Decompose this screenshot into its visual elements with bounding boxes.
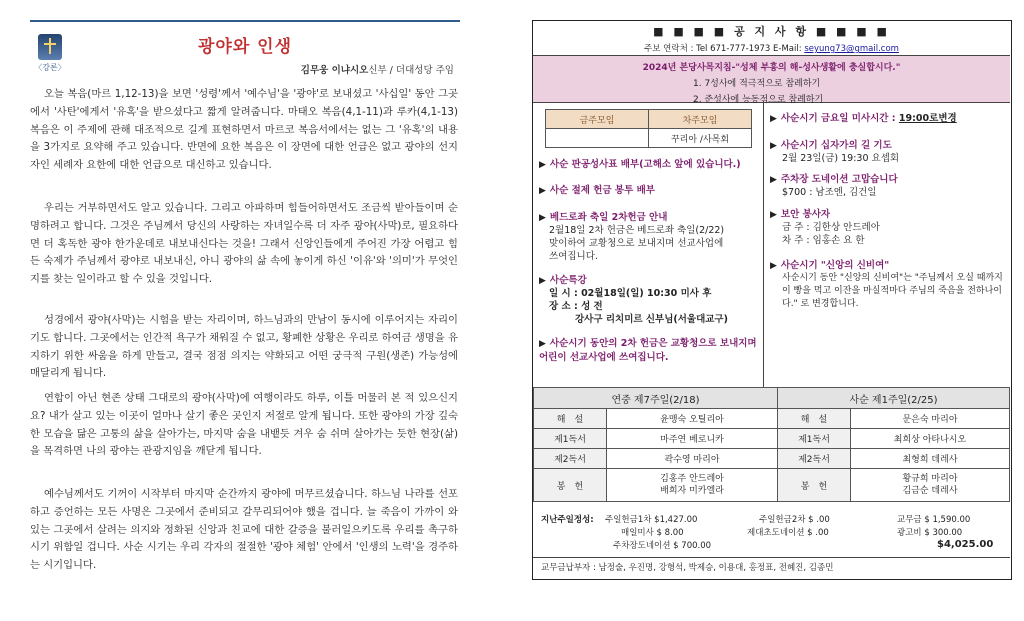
pastoral-motto [533, 55, 1010, 103]
offering-item: 매일미사 $ 8.00 [621, 528, 684, 538]
duty-cell: 황규희 마리아 김금순 데레사 [851, 469, 1010, 502]
notice-title: 주차장 도네이션 고맙습니다 [780, 174, 898, 185]
duty-label: 제1독서 [778, 429, 851, 449]
offering-item: 교무금 $ 1,590.00 [897, 515, 971, 525]
duty-label: 봉 헌 [778, 469, 851, 502]
notice-line: 2월 23일(금) 19:30 요셉회 [782, 153, 900, 164]
email-link[interactable]: seyung73@gmail.com [804, 44, 899, 54]
offering-total: $4,025.00 [937, 539, 994, 550]
sermon-title: 광야와 인생 [197, 37, 293, 57]
duty-header-right: 사순 제1주일(2/25) [778, 388, 1010, 409]
offering-item: 주일헌금1차 $1,427.00 [605, 515, 698, 525]
offering-item: 광고비 $ 300.00 [897, 528, 963, 538]
notice-title: ■ ■ ■ ■ 공 지 사 항 ■ ■ ■ ■ [653, 25, 890, 38]
contact-text: 주보 연락처 : Tel 671-777-1973 E-Mail: [644, 44, 805, 54]
notice-line: $700 : 남조엔, 김건일 [782, 187, 877, 198]
notice-line: 차 주 : 임홍손 요 한 [782, 235, 865, 246]
bullet-icon: ▶ [539, 213, 546, 223]
notice-title: 베드로좌 축일 2차헌금 안내 [549, 212, 668, 223]
notice-highlight: 19:00로변경 [898, 113, 957, 124]
meeting-cell [546, 129, 649, 148]
offering-item: 제대초도네이션 $ .00 [747, 528, 829, 538]
notice-line: 장 소 : 성 전 [549, 301, 603, 312]
notice-item [770, 139, 1006, 153]
duty-label: 봉 헌 [534, 469, 607, 502]
duty-header-left: 연중 제7주일(2/18) [534, 388, 778, 409]
notice-line: 쓰여집니다. [549, 251, 598, 262]
notice-detail [549, 287, 761, 326]
duty-label: 제2독서 [534, 449, 607, 469]
notice-item [539, 337, 761, 364]
motto-title: 2024년 본당사목지침-"성체 부흥의 해-성사생활에 충실합시다." [642, 63, 901, 73]
duty-label: 제1독서 [534, 429, 607, 449]
duty-cell: 최형희 데레사 [851, 449, 1010, 469]
notice-header [533, 21, 1010, 55]
bullet-icon: ▶ [770, 114, 777, 124]
notice-line: 일 시 : 02월18일(일) 10:30 미사 후 [549, 288, 712, 299]
notice-line: 맞이하여 교황청으로 보내지며 선교사업에 [549, 238, 724, 249]
emblem-caption: 〈강론〉 [34, 63, 66, 72]
notice-item [539, 184, 759, 198]
notice-line: 2월18일 2차 헌금은 베드로좌 축일(2/22) [549, 225, 725, 236]
author-line [301, 62, 454, 76]
meeting-cell: 꾸리아 /사목회 [649, 129, 752, 148]
notice-item [539, 274, 759, 288]
paragraph-2: 우리는 거부하면서도 알고 있습니다. 그리고 아파하며 힘들어하면서도 조금씩 받아들이며 순명하려고 합니다. 그것은 주님께서 당신의 사랑하는 자녀일수록 더 자주 광야(사막)로, 필요하다면 더 혹독한 광야 한가운데로 내보내신다는 것을! 그래서 신앙인들에게 주어진 가장 어렵고 힘든 숙제가 주님께서 광야로 내보내신, 아니 광야의 삶 속에 놓이게 하신 '이유'와 '의미'가 무엇인지를 찾는 일이라고 할 수 있을 것입니다. [30, 202, 458, 286]
bullet-icon: ▶ [539, 339, 546, 349]
duty-cell: 곽수영 마리아 [607, 449, 778, 469]
notice-item [539, 211, 759, 225]
motto-item: 2. 준성사에 능동적으로 참례하기 [693, 95, 824, 105]
duty-label: 해 설 [534, 409, 607, 429]
notice-title: 보안 봉사자 [780, 209, 831, 220]
notices-left-column [533, 101, 764, 387]
notice-title: 사순시기 십자가의 길 기도 [780, 140, 892, 151]
notice-item [770, 259, 1006, 273]
offering-item: 주차장도네이션 $ 700.00 [613, 541, 712, 551]
bullet-icon: ▶ [770, 261, 777, 271]
paragraph-4: 연합이 아닌 현존 상태 그대로의 광야(사막)에 여행이라도 하루, 이틀 머물러 본 적 있으신지요? 내가 살고 있는 이곳이 얼마나 살기 좋은 곳인지 저절로 알게 됩니다. 또한 광야의 가장 깊숙한 모습을 닮은 고통의 삶을 살아가는, 마지막 숨을 내뱉듯 겨우 숨 쉬며 살아가는 듯한 현장(삶)을 목격하면 나의 광야는 관광지임을 깨닫게 됩니다. [30, 392, 458, 458]
paragraph-3: 성경에서 광야(사막)는 시험을 받는 자리이며, 하느님과의 만남이 동시에 이루어지는 자리이기도 합니다. 그곳에서는 인간적 욕구가 채워질 수 없고, 황폐한 상황은 우리로 하여금 생명을 유지하기 위한 싸움을 하게 만들고, 결국 점점 의지는 약화되고 어떤 궁극적 구원(생존) 가능성에 매달리게 됩니다. [30, 314, 458, 380]
notice-detail [549, 224, 761, 263]
duty-label: 제2독서 [778, 449, 851, 469]
offering-label: 지난주일정성: [541, 515, 594, 525]
bullet-icon: ▶ [539, 160, 546, 170]
duty-cell: 문은숙 마리아 [851, 409, 1010, 429]
bullet-icon: ▶ [539, 276, 546, 286]
bullet-icon: ▶ [770, 175, 777, 185]
sermon-page [30, 20, 460, 600]
duty-label: 해 설 [778, 409, 851, 429]
notice-title: 사순시기 금요일 미사시간 : [780, 113, 899, 124]
notice-line: 강사구 리치미르 신부님(서울대교구) [575, 314, 728, 325]
contact-line [533, 42, 1010, 54]
bullet-icon: ▶ [770, 141, 777, 151]
top-rule [30, 20, 460, 22]
notice-item [770, 208, 1006, 222]
author-name: 김무웅 이냐시오 [300, 65, 369, 76]
notice-item [770, 112, 1006, 126]
notice-line: 사순시기 동안 "신앙의 신비여"는 "주님께서 오실 때까지 이 빵을 먹고 이잔을 마실적마다 주님의 죽음을 전하나이다." 로 변경합니다. [782, 273, 1003, 309]
notice-title: 사순 절제 헌금 봉투 배부 [549, 185, 655, 196]
bullet-icon: ▶ [770, 210, 777, 220]
duty-cell: 최희상 아타나시오 [851, 429, 1010, 449]
notice-detail [782, 221, 880, 247]
motto-item: 1. 7성사에 적극적으로 참례하기 [693, 79, 821, 89]
duty-cell: 마주연 베로니카 [607, 429, 778, 449]
notice-title: 사순시기 동안의 2차 헌금은 교황청으로 보내지며 어린이 선교사업에 쓰여집니다. [539, 338, 757, 363]
paragraph-5: 예수님께서도 기꺼이 시작부터 마지막 순간까지 광야에 머무르셨습니다. 하느님 나라를 선포하고 증언하는 모든 사명은 그곳에서 준비되고 갈무리되어야 했을 겁니다. 늘 죽음이 가까이 와 있는 그곳에서 살려는 의지와 정화된 신앙과 친교에 대한 갈증을 불러일으키도록 우리를 촉구하시기 위함일 겁니다. 사순 시기는 우리 각자의 절절한 '광야 체험' 안에서 '인생의 노력'을 경주하는 시기입니다. [30, 488, 458, 572]
notice-item [539, 158, 759, 172]
donor-list: 교무금납부자 : 남정술, 우진명, 강형석, 박제승, 이용대, 홍정표, 전혜진, 김종민 [533, 557, 1010, 573]
notice-title: 사순 판공성사표 배부(고해소 앞에 있습니다.) [549, 159, 741, 170]
notice-title: 사순시기 "신앙의 신비여" [780, 260, 890, 271]
duty-cell: 윤맹숙 오틸리아 [607, 409, 778, 429]
paragraph-1: 오늘 복음(마르 1,12-13)을 보면 '성령'께서 '예수님'을 '광야'로 보내셨고 '사십일' 동안 그곳에서 '사탄'에게서 '유혹'을 받으셨다고 짧게 알려줍니다. 마태오 복음(4,1-11)과 루카(4,1-13) 복음은 이 주제에 관해 대조적으로 길게 표현하면서 마르코 복음서에서는 없는 그 '유혹'의 내용을 3가지로 요약해 주고 있습니다. 반면에 요한 복음은 이 장면에 대한 언급은 없고 광야의 선지자인 세례자 요한에 대한 언급으로 대신하고 있습니다. [30, 88, 458, 172]
meeting-table [545, 109, 752, 148]
notice-title: 사순특강 [549, 275, 587, 286]
notices-right-column [764, 101, 1010, 387]
duty-cell: 김홍주 안드레아 배희자 미카엘라 [607, 469, 778, 502]
author-role: 신부 / 더대성당 주임 [368, 65, 454, 76]
notice-item [770, 173, 1006, 187]
offering-item: 주일헌금2차 $ .00 [759, 515, 830, 525]
notice-page [532, 20, 1012, 580]
meeting-header: 차주모임 [649, 110, 752, 129]
notice-line: 금 주 : 김한상 안드레아 [782, 222, 880, 233]
bullet-icon: ▶ [539, 186, 546, 196]
duty-table [533, 387, 1010, 502]
meeting-header: 금주모임 [546, 110, 649, 129]
